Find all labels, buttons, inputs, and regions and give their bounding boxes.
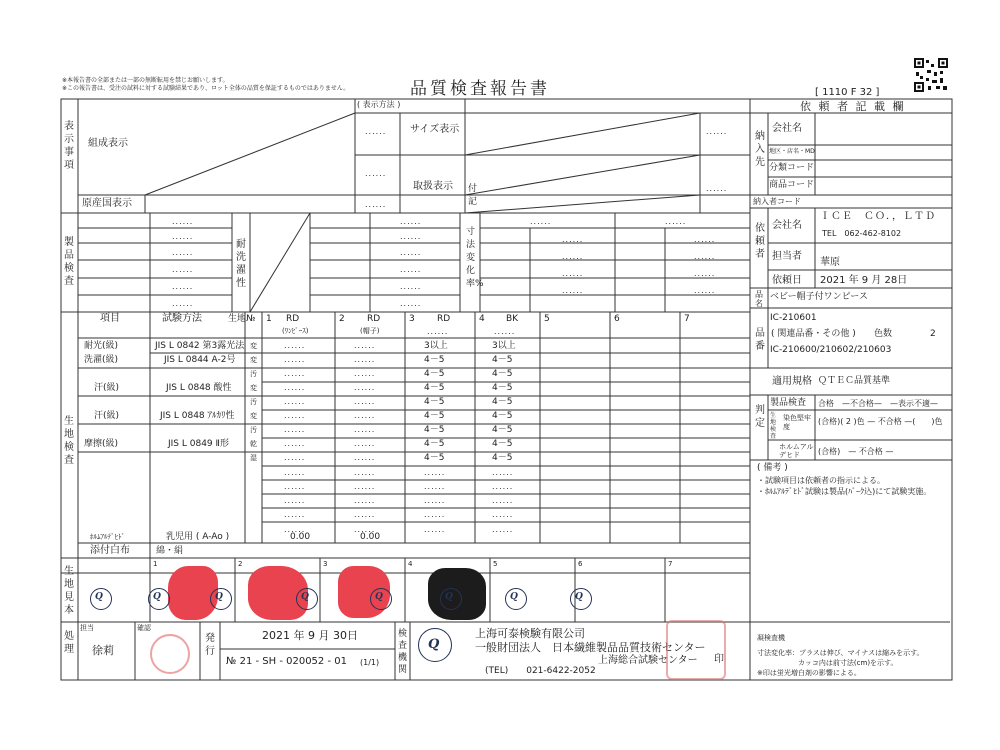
col-no-3: 3 <box>409 314 415 324</box>
label-sunpo: 寸法変化率% <box>466 227 484 289</box>
formaldehyde-method: 乳児用 ( A-Ao ) <box>166 532 230 542</box>
client-hinban-2: IC-210600/210602/210603 <box>770 345 892 355</box>
report-pages: (1/1) <box>360 658 380 667</box>
client-iraibi: 2021 年 9 月 28日 <box>820 275 908 286</box>
col-color-4: BK <box>506 314 519 324</box>
qtec-logo-icon: Q <box>570 588 592 610</box>
qtec-logo-icon: Q <box>90 588 112 610</box>
test-sub: 変 <box>250 412 257 420</box>
col-no-6: 6 <box>614 314 620 324</box>
wash-dots: ...... <box>400 299 422 308</box>
dim-dots: ...... <box>562 235 584 244</box>
horumu-judge-options: (合格) — 不合格 — <box>818 447 894 456</box>
swatch-no-4: 4 <box>408 560 413 568</box>
test-method: JIS L 0848 酸性 <box>166 383 232 393</box>
client-shikisu: 2 <box>930 329 936 339</box>
issue-date: 2021 年 9 月 30日 <box>262 629 358 642</box>
qtec-logo-icon: Q <box>505 588 527 610</box>
col-sub-2: (帽子) <box>360 327 380 335</box>
swatch-no-1: 1 <box>153 560 158 568</box>
col-color-3: RD <box>437 314 451 324</box>
test-value: 4－5 <box>424 453 445 463</box>
label-tanto: 担当 <box>80 624 94 632</box>
test-sub: 変 <box>250 384 257 392</box>
col-no-2: 2 <box>339 314 345 324</box>
empty-cell: ...... <box>354 468 376 477</box>
swatch-no-6: 6 <box>578 560 583 568</box>
col-no-1: 1 <box>266 314 272 324</box>
test-value: ...... <box>354 397 376 406</box>
empty-cell: ...... <box>284 482 306 491</box>
empty-cell: ...... <box>354 482 376 491</box>
footer-keiko-note: ※印は蛍光増白剤の影響による。 <box>757 669 861 677</box>
test-value: ...... <box>284 355 306 364</box>
test-value: ...... <box>354 439 376 448</box>
test-method: JIS L 0848 ｱﾙｶﾘ性 <box>160 411 235 421</box>
test-value: 4－5 <box>424 439 445 449</box>
col-sub-4: ...... <box>494 327 516 336</box>
label-senshoku: 染色堅牢度 <box>783 414 811 431</box>
dim-dots: ...... <box>562 269 584 278</box>
test-value: 4－5 <box>492 425 513 435</box>
label-gensankoku: 原産国表示 <box>82 198 132 209</box>
test-sub: 汚 <box>250 426 257 434</box>
client-hinban-1: IC-210601 <box>770 313 817 323</box>
test-method: JIS L 0844 A-2号 <box>164 355 236 365</box>
client-person: 華原 <box>820 257 840 268</box>
col-kiji-no: 生地№ <box>228 314 256 324</box>
label-biko: ( 備考 ) <box>757 463 788 473</box>
label-kanren: ( 関連品番・その他 ) <box>771 329 856 339</box>
dim-dots: ...... <box>530 217 552 226</box>
test-value: ...... <box>284 369 306 378</box>
client-header: 依 頼 者 記 載 欄 <box>800 100 906 113</box>
label-kakunin: 確認 <box>137 624 151 632</box>
test-value: 4－5 <box>424 355 445 365</box>
dim-dots: ...... <box>694 235 716 244</box>
empty-cell: ...... <box>492 482 514 491</box>
label-seiji-kensa: 生地検査 <box>64 416 74 466</box>
label-shikisu: 色数 <box>874 329 893 339</box>
inspector-stamp-icon <box>150 634 190 674</box>
empty-cell: ...... <box>424 510 446 519</box>
col-no-5: 5 <box>544 314 550 324</box>
atsukai-dots: ...... <box>706 184 728 193</box>
test-value: 3以上 <box>424 341 448 351</box>
label-tantosha: 担当者 <box>772 251 802 262</box>
swatch-no-3: 3 <box>323 560 328 568</box>
col-color-2: RD <box>367 314 381 324</box>
test-sub: 湿 <box>250 454 257 462</box>
test-value: 4－5 <box>424 383 445 393</box>
dim-dots: ...... <box>694 286 716 295</box>
empty-cell: ...... <box>424 525 446 534</box>
doc-code: [ 1110 F 32 ] <box>815 87 880 98</box>
swatch-no-7: 7 <box>668 560 673 568</box>
product-dots: ...... <box>172 299 194 308</box>
test-item: 洗濯(級) <box>84 355 119 365</box>
test-value: ...... <box>284 425 306 434</box>
swatch-no-2: 2 <box>238 560 243 568</box>
label-tenpu: 添付白布 <box>90 545 130 556</box>
agency-name-1: 上海可泰検験有限公司 <box>475 627 585 640</box>
test-value: ...... <box>354 411 376 420</box>
label-kaishamei-2: 会社名 <box>772 220 802 231</box>
test-value: 4－5 <box>492 397 513 407</box>
tanto-name: 徐莉 <box>92 644 114 657</box>
test-sub: 乾 <box>250 440 257 448</box>
test-value: ...... <box>354 425 376 434</box>
label-nyukasaki: 納入先 <box>755 131 765 168</box>
test-sub: 汚 <box>250 398 257 406</box>
test-value: ...... <box>284 397 306 406</box>
col-shiken-hoho: 試験方法 <box>162 313 202 324</box>
formaldehyde-value-1: 0.00 <box>290 532 311 542</box>
qtec-agency-logo-icon: Q <box>418 628 452 662</box>
empty-cell: ...... <box>284 468 306 477</box>
agency-name-3: 上海総合試験センター <box>598 655 698 666</box>
test-value: ...... <box>284 439 306 448</box>
page-title: 品質検査報告書 <box>410 79 550 99</box>
wash-dots: ...... <box>400 232 422 241</box>
test-item: 汗(級) <box>94 383 120 393</box>
footer-sunpo-note: 寸法変化率：プラスは伸び、マイナスは縮みを示す。 <box>757 649 924 657</box>
test-item: 耐光(級) <box>84 341 119 351</box>
client-tel: TEL 062-462-8102 <box>822 229 902 238</box>
label-hinban: 品番 <box>755 328 765 352</box>
empty-cell: ...... <box>284 525 306 534</box>
test-value: 4－5 <box>424 411 445 421</box>
product-dots: ...... <box>172 232 194 241</box>
label-kensa-kikan: 検査機関 <box>398 629 408 675</box>
test-value: ...... <box>354 369 376 378</box>
wash-dots: ...... <box>400 265 422 274</box>
test-value: 4－5 <box>492 369 513 379</box>
label-shohin: 商品コード <box>769 180 815 190</box>
label-hakko: 発行 <box>205 633 215 657</box>
label-hinmei: 品名 <box>755 290 763 308</box>
hoho-dots-1: ...... <box>365 127 387 136</box>
label-horumu: ホルムアルデヒド <box>779 443 814 459</box>
test-value: 4－5 <box>492 411 513 421</box>
col-color-1: RD <box>286 314 300 324</box>
empty-cell: ...... <box>284 496 306 505</box>
label-tekiyo: 適用規格 <box>772 376 812 387</box>
test-sub: 汚 <box>250 370 257 378</box>
product-dots: ...... <box>172 282 194 291</box>
empty-cell: ...... <box>354 496 376 505</box>
test-value: ...... <box>284 453 306 462</box>
agency-seal-mark: 印 <box>714 654 724 665</box>
col-no-4: 4 <box>479 314 485 324</box>
test-value: 3以上 <box>492 341 516 351</box>
test-value: 4－5 <box>424 425 445 435</box>
product-dots: ...... <box>172 217 194 226</box>
formaldehyde-item: ﾎﾙﾑｱﾙﾃﾞﾋﾄﾞ <box>90 533 125 541</box>
tenpu-value: 綿・絹 <box>156 546 184 556</box>
test-value: ...... <box>354 453 376 462</box>
note-line-2: ※この報告書は、受注の試料に対する試験結果であり、ロット全体の品質を保証するものではありません。 <box>62 85 350 92</box>
hoho-dots-2: ...... <box>365 169 387 178</box>
product-dots: ...... <box>172 248 194 257</box>
label-fuki: 付記 <box>468 184 478 207</box>
size-dots: ...... <box>706 127 728 136</box>
test-value: ...... <box>354 355 376 364</box>
label-size-hyoji: サイズ表示 <box>410 124 460 135</box>
footer-kensa: 凝検査機 <box>757 634 785 642</box>
label-seihin-kensa: 製品検査 <box>64 237 74 287</box>
label-bunrui: 分類コード <box>769 163 815 173</box>
label-chiku: 地区・店名・MD <box>769 148 815 155</box>
senshoku-judge-options: (合格)( 2 )色 — 不合格 —( )色 <box>818 417 943 426</box>
test-value: 4－5 <box>492 439 513 449</box>
test-value: 4－5 <box>492 453 513 463</box>
col-koumoku: 項目 <box>100 313 120 324</box>
product-dots: ...... <box>172 265 194 274</box>
report-number: № 21 - SH - 020052 - 01 <box>226 656 347 667</box>
dim-dots: ...... <box>694 252 716 261</box>
empty-cell: ...... <box>424 496 446 505</box>
client-company: ＩＣＥ ＣＯ．，ＬＴＤ <box>820 211 936 222</box>
test-value: ...... <box>354 383 376 392</box>
test-item: 摩擦(級) <box>84 439 119 449</box>
agency-tel: (TEL) 021-6422-2052 <box>485 666 596 676</box>
label-shori: 処理 <box>64 631 74 655</box>
test-item: 汗(級) <box>94 411 120 421</box>
test-sub: 変 <box>250 356 257 364</box>
test-value: ...... <box>284 383 306 392</box>
empty-cell: ...... <box>492 468 514 477</box>
note-line-1: ※本報告書の全部または一部の無断転用を禁じお願いします。 <box>62 77 229 84</box>
label-hyoji-hoho: ( 表示方法 ) <box>357 100 401 109</box>
tekiyo-value: ＱＴＥＣ品質基準 <box>818 376 891 386</box>
label-kiji-mihon: 生地見本 <box>64 566 74 616</box>
qr-code-icon <box>914 58 948 92</box>
test-value: ...... <box>284 411 306 420</box>
label-iraisha: 依頼者 <box>755 223 765 260</box>
seihin-judge-options: 合格 —不合格— —表示不適— <box>818 399 938 408</box>
label-kaishamei-1: 会社名 <box>772 123 802 134</box>
label-soseihyoji: 組成表示 <box>88 138 128 149</box>
label-atsukai-hyoji: 取扱表示 <box>413 181 453 192</box>
hoho-dots-3: ...... <box>365 200 387 209</box>
dim-dots: ...... <box>562 286 584 295</box>
empty-cell: ...... <box>492 496 514 505</box>
dim-dots: ...... <box>665 217 687 226</box>
label-nyukasha: 納入者コード <box>753 197 801 206</box>
label-hyoji-jiko: 表示事項 <box>64 121 74 171</box>
qtec-logo-icon: Q <box>370 588 392 610</box>
test-method: JIS L 0842 第3露光法 <box>155 341 245 351</box>
empty-cell: ...... <box>492 510 514 519</box>
swatch-no-5: 5 <box>493 560 498 568</box>
col-sub-3: ...... <box>427 327 449 336</box>
qtec-logo-icon: Q <box>296 588 318 610</box>
label-iraibi: 依頼日 <box>772 275 802 286</box>
test-sub: 変 <box>250 342 257 350</box>
biko-line-2: ・ﾎﾙﾑｱﾙﾃﾞﾋﾄﾞ試験は製品(ﾊﾟｰｸ込)にて試験実施。 <box>757 487 932 496</box>
wash-dots: ...... <box>400 217 422 226</box>
formaldehyde-value-2: 0.00 <box>360 532 381 542</box>
qtec-logo-icon: Q <box>148 588 170 610</box>
empty-cell: ...... <box>424 468 446 477</box>
label-kiji-kensa-judge: 生地検査 <box>770 412 777 440</box>
test-value: 4－5 <box>424 369 445 379</box>
col-no-7: 7 <box>684 314 690 324</box>
empty-cell: ...... <box>424 482 446 491</box>
test-method: JIS L 0849 Ⅱ形 <box>168 439 229 449</box>
dim-dots: ...... <box>562 252 584 261</box>
empty-cell: ...... <box>354 525 376 534</box>
empty-cell: ...... <box>284 510 306 519</box>
label-hantei: 判定 <box>755 405 765 429</box>
qtec-logo-icon: Q <box>440 588 462 610</box>
wash-dots: ...... <box>400 282 422 291</box>
empty-cell: ...... <box>354 510 376 519</box>
wash-dots: ...... <box>400 248 422 257</box>
biko-line-1: ・試験項目は依頼者の指示による。 <box>757 476 885 485</box>
label-seihin-kensa-judge: 製品検査 <box>770 398 807 408</box>
client-hinmei: ベビー帽子付ワンピース <box>770 292 868 302</box>
agency-seal-icon <box>666 620 726 680</box>
empty-cell: ...... <box>492 525 514 534</box>
test-value: ...... <box>354 341 376 350</box>
qtec-logo-icon: Q <box>210 588 232 610</box>
test-value: 4－5 <box>492 355 513 365</box>
test-value: 4－5 <box>492 383 513 393</box>
footer-kakko-note: カッコ内は前寸法(cm)を示す。 <box>798 659 898 667</box>
col-sub-1: (ﾜﾝﾋﾟｰｽ) <box>282 327 309 335</box>
agency-name-2: 一般財団法人 日本繊維製品品質技術センター <box>475 641 706 654</box>
test-value: ...... <box>284 341 306 350</box>
test-value: 4－5 <box>424 397 445 407</box>
dim-dots: ...... <box>694 269 716 278</box>
label-taisentakusei: 耐洗濯性 <box>236 239 246 289</box>
